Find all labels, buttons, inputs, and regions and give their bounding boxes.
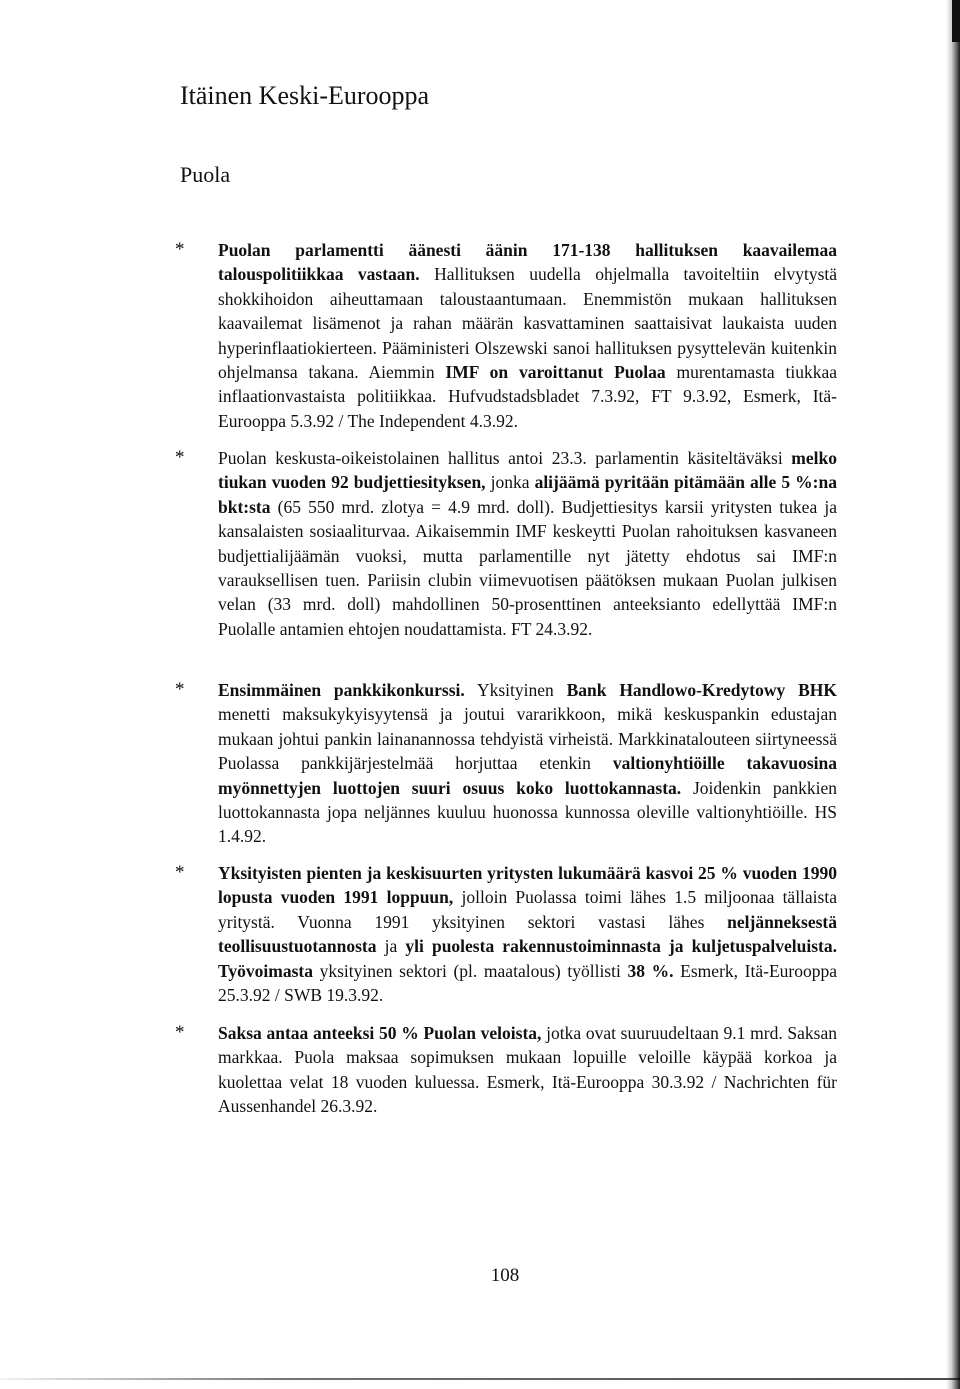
news-item-text: [218, 1021, 837, 1119]
bold-text-segment: Bank Handlowo-Kredytowy BHK: [566, 680, 837, 700]
text-segment: jolloin Puolassa toimi lähes 1.5 miljoonaa tällaista yritystä. Vuonna 1991 yksityinen sektori vastasi lähes: [218, 887, 837, 932]
news-item-text: [218, 861, 837, 1007]
text-segment: Joidenkin pankkien luottokannasta jopa neljännes kuuluu huonossa kunnossa oleville valtionyhtiöille. HS 1.4.92.: [218, 777, 837, 847]
scan-edge-shadow: [946, 0, 960, 1389]
bullet-asterisk: *: [175, 679, 185, 700]
text-segment: menetti maksukykyisyytensä ja joutui vararikkoon, mikä keskuspankin edustajan mukaan johtui pankin lainanannossa tehdyistä virheistä. Markkinatalouteen siirtyneessä Puolassa pankkijärjestelmää horjuttaa etenkin: [218, 704, 837, 774]
bold-text-segment: Saksa antaa anteeksi 50 % Puolan veloista,: [218, 1023, 542, 1043]
news-item-text: [218, 238, 837, 433]
bold-text-segment: Yksityisten pienten ja keskisuurten yritysten lukumäärä kasvoi 25 % vuoden 1990 lopusta vuoden 1991 loppuun,: [218, 863, 837, 908]
news-item-text: [218, 678, 837, 849]
text-segment: murentamasta tiukkaa inflaationvastaista politiikkaa. Hufvudstadsbladet 7.3.92, FT 9.3.92, Esmerk, Itä-Eurooppa 5.3.92 / The Independent 4.3.92.: [218, 362, 837, 431]
text-segment: Puolan keskusta-oikeistolainen hallitus antoi 23.3. parlamentin käsiteltäväksi: [218, 448, 792, 468]
bullet-asterisk: *: [175, 862, 185, 883]
text-segment: (65 550 mrd. zlotya = 4.9 mrd. doll). Budjettiesitys karsii yritysten tukea ja kansalaisten sosiaaliturvaa. Aikaisemmin IMF keskeytti Puolan rahoituksen kasvaneen budjettialijäämän vuoksi, mutta parlamentille nyt jätetty ehdotus sai IMF:n varauksellisen tuen. Pariisin clubin viimevuotisen päätöksen mukaan Puolan julkisen velan (33 mrd. doll) mahdollinen 50-prosenttinen anteeksianto edellyttää IMF:n Puolalle antamien ehtojen noudattamista. FT 24.3.92.: [218, 496, 837, 639]
bold-text-segment: neljänneksestä teollisuustuotannosta: [218, 911, 837, 957]
bullet-asterisk: *: [175, 1022, 185, 1043]
bold-text-segment: Ensimmäinen pankkikonkurssi.: [218, 680, 465, 700]
text-segment: Hallituksen uudella ohjelmalla tavoiteltiin elvytystä shokkihoidon aiheuttamaan taloustaantumaan. Enemmistön mukaan hallituksen kaavailemat lisämenot ja rahan määrän kasvattaminen saattaisivat laukaista uuden hyperinflaatiokierteen. Pääministeri Olszewski sanoi hallituksen pysyttelevän kuitenkin ohjelmansa takana. Aiemmin: [218, 264, 838, 383]
bullet-asterisk: *: [175, 239, 185, 260]
bold-text-segment: melko tiukan vuoden 92 budjettiesityksen,: [218, 448, 837, 493]
news-item-1: [175, 238, 837, 433]
subsection-title: Puola: [180, 162, 231, 187]
news-item-4: [175, 861, 837, 1007]
text-segment: jonka: [485, 472, 535, 493]
text-segment: Esmerk, Itä-Eurooppa 25.3.92 / SWB 19.3.92.: [218, 960, 837, 1006]
bullet-asterisk: *: [175, 447, 185, 468]
bold-text-segment: valtionyhtiöille takavuosina myönnettyjen luottojen suuri osuus koko luottokannasta.: [218, 753, 837, 798]
section-title: Itäinen Keski-Eurooppa: [180, 81, 430, 110]
bold-text-segment: IMF on varoittanut Puolaa: [445, 362, 666, 383]
text-segment: Yksityinen: [464, 680, 567, 700]
news-item-text: [218, 446, 837, 641]
text-segment: jotka ovat suuruudeltaan 9.1 mrd. Saksan markkaa. Puola maksaa sopimuksen mukaan lopuille veloille käypää korkoa ja kuolettaa velat 18 vuoden kuluessa. Esmerk, Itä-Eurooppa 30.3.92 / Nachrichten für Aussenhandel 26.3.92.: [218, 1023, 837, 1117]
page-number: 108: [490, 1265, 520, 1286]
scan-corner-mark: [952, 0, 960, 42]
scan-bottom-line: [0, 1378, 960, 1380]
text-segment: yksityinen sektori (pl. maatalous) työllisti: [312, 960, 628, 981]
news-item-5: [175, 1021, 837, 1119]
bold-text-segment: yli puolesta rakennustoiminnasta ja kuljetuspalveluista. Työvoimasta: [218, 936, 837, 981]
text-segment: ja: [376, 936, 406, 957]
news-item-2: [175, 446, 837, 641]
bold-text-segment: 38 %.: [627, 960, 674, 981]
bold-text-segment: Puolan parlamentti äänesti äänin 171-138 hallituksen kaavailemaa talouspolitiikkaa vastaan.: [218, 240, 837, 285]
bold-text-segment: alijäämä pyritään pitämään alle 5 %:na bkt:sta: [218, 472, 837, 517]
news-item-3: [175, 678, 837, 849]
